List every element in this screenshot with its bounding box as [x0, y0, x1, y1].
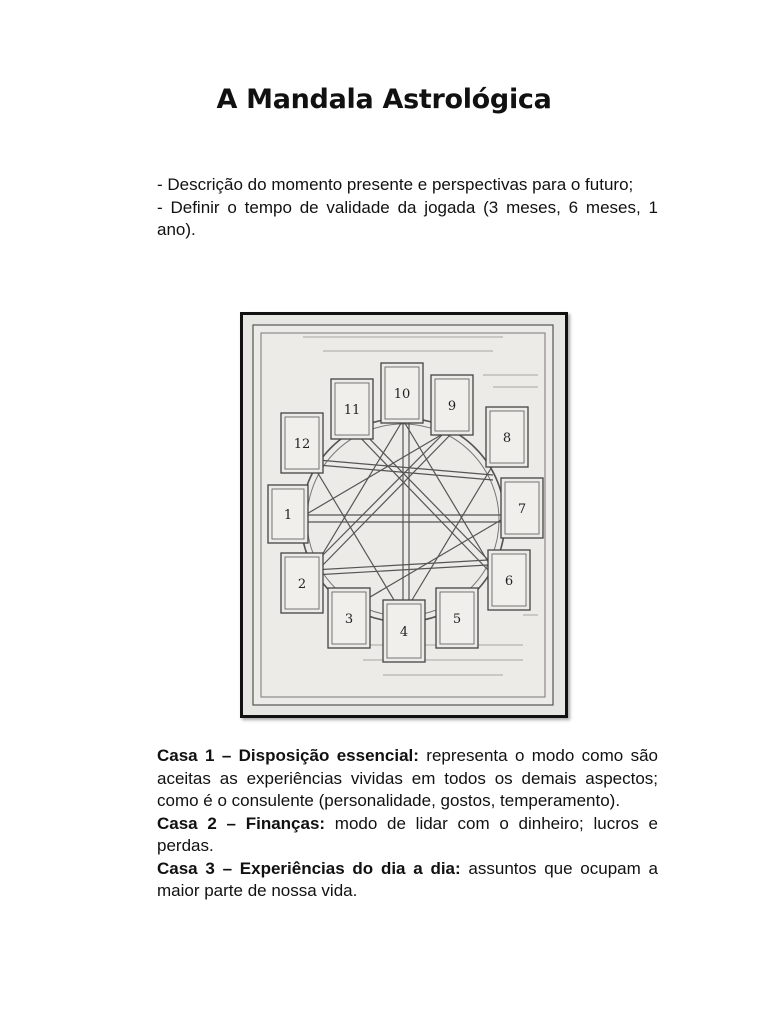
- house-number-label: 8: [502, 431, 512, 446]
- mandala-figure: [240, 312, 568, 718]
- page-title: A Mandala Astrológica: [216, 84, 552, 115]
- house-number-label: 4: [399, 625, 409, 640]
- house-number-label: 12: [293, 437, 311, 452]
- house-card-1: [268, 485, 308, 543]
- casas-section: [157, 745, 658, 903]
- casa-2-paragraph: [157, 813, 658, 858]
- casa-2-text: modo de lidar com o dinheiro; lucros e perdas.: [157, 813, 658, 855]
- house-number-label: 3: [344, 612, 354, 627]
- house-card-4: [383, 600, 425, 662]
- house-card-3: [328, 588, 370, 648]
- house-number-label: 11: [343, 403, 361, 418]
- house-card-7: [501, 478, 543, 538]
- casa-1-paragraph: [157, 745, 658, 813]
- casa-3-paragraph: [157, 858, 658, 903]
- house-card-8: [486, 407, 528, 467]
- house-number-label: 2: [297, 577, 307, 592]
- casa-2-label: Casa 2 – Finanças:: [157, 813, 326, 833]
- house-card-2: [281, 553, 323, 613]
- intro-item: - Definir o tempo de validade da jogada (3 meses, 6 meses, 1 ano).: [157, 197, 658, 239]
- house-number-label: 1: [283, 508, 293, 523]
- house-card-5: [436, 588, 478, 648]
- house-number-label: 9: [447, 399, 457, 414]
- house-card-12: [281, 413, 323, 473]
- house-number-label: 6: [504, 574, 514, 589]
- mandala-diagram: [243, 315, 565, 715]
- intro-list: [157, 174, 658, 242]
- house-card-11: [331, 379, 373, 439]
- casa-1-text: representa o modo como são aceitas as experiências vividas em todos os demais aspectos; como é o consulente (personalidade, gostos, temperamento).: [157, 746, 658, 810]
- house-card-9: [431, 375, 473, 435]
- casa-3-label: Casa 3 – Experiências do dia a dia:: [157, 858, 461, 878]
- house-number-label: 5: [452, 612, 462, 627]
- intro-item: - Descrição do momento presente e perspectivas para o futuro;: [157, 175, 634, 194]
- casa-3-text: assuntos que ocupam a maior parte de nossa vida.: [157, 858, 658, 900]
- casa-1-label: Casa 1 – Disposição essencial:: [157, 746, 419, 765]
- house-number-label: 10: [393, 387, 411, 402]
- house-number-label: 7: [517, 502, 527, 517]
- house-card-10: [381, 363, 423, 423]
- house-card-6: [488, 550, 530, 610]
